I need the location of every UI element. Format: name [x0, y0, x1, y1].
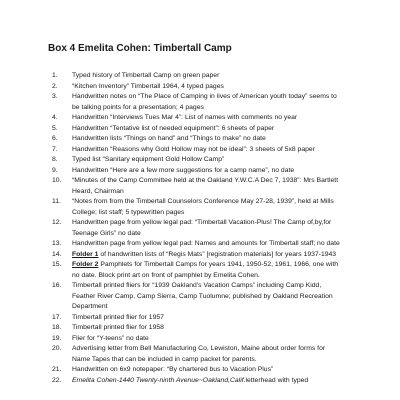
item-number: 3. [52, 93, 58, 100]
item-text [72, 260, 340, 281]
list-item [0, 134, 400, 145]
item-number: 16. [52, 282, 62, 289]
item-number: 5. [52, 124, 58, 132]
item-number: 10. [52, 177, 62, 184]
item-number: 4. [52, 114, 58, 121]
item-text: “Notes from from the Timbertall Counselors Conference May 27-28, 1939”, held at Mills College; list staff; 5 typewritten pages [72, 198, 334, 216]
item-number: 21. [52, 366, 62, 373]
list-item [0, 281, 400, 313]
list-item [0, 92, 400, 113]
item-text: Flier for “Y-teens” no date [72, 334, 149, 342]
list-item [0, 113, 400, 124]
item-text-rest: Pamphlets for Timbertall Camps for years 1941, 1950-52, 1961, 1966, one with no date. Block print art on front of pamphlet by Emelita Cohen. [72, 261, 338, 279]
list-item [0, 376, 400, 387]
item-number: 9. [52, 166, 58, 174]
item-number: 20. [52, 345, 62, 352]
item-text: Handwritten notes on “The Place of Camping in lives of American youth today” seems to be talking points for a presentation; 4 pages [72, 93, 337, 111]
item-text: Handwritten lists “Things on hand” and “Things to make” no date [72, 135, 266, 142]
list-item [0, 313, 400, 324]
item-number: 11. [52, 198, 61, 205]
list-item [0, 71, 400, 82]
item-text: “Kitchen Inventory” Timbertall 1964, 4 typed pages [72, 82, 224, 90]
item-text [72, 376, 340, 387]
list-item [0, 82, 400, 93]
item-number: 2. [52, 82, 58, 90]
item-text: Handwritten page from yellow legal pad: “Timbertall Vacation-Plus! The Camp of,by,for Teenage Girls” no date [72, 219, 332, 237]
list-item [0, 365, 400, 376]
letterhead-text: Emelita Cohen-1440 Twenty-ninth Avenue~Oakland,Calif. [72, 376, 246, 384]
item-number: 6. [52, 135, 58, 142]
item-number: 18. [52, 324, 62, 331]
item-number: 1. [52, 72, 58, 79]
list-item [0, 145, 400, 156]
item-text: Typed history of Timbertall Camp on green paper [72, 72, 220, 79]
item-number: 12. [52, 219, 62, 226]
item-text: Timbertall printed flier for 1957 [72, 313, 164, 321]
item-text-rest: of handwritten lists of “Regis Mats” [registration materials] for years 1937-1943 [98, 250, 337, 258]
list-item [0, 260, 400, 281]
item-number: 14. [52, 250, 62, 258]
item-text-rest: letterhead with typed [245, 376, 309, 384]
item-text: Advertising letter from Bell Manufacturing Co, Lewiston, Maine about order forms for Name Tapes that can be included in camp packet for parents. [72, 345, 326, 363]
item-number: 19. [52, 334, 62, 342]
item-number: 13. [52, 240, 62, 247]
item-text: Handwritten “Interviews Tues Mar 4”: List of names with comments no year [72, 114, 298, 121]
list-item [0, 344, 400, 365]
item-text: Timbertall printed fliers for “1939 Oakland’s Vacation Camps” including Camp Kidd, Feather River Camp, Camp Sierra, Camp Tuolumne; published by Oakland Recreation Department [72, 282, 333, 310]
list-item [0, 218, 400, 239]
item-number: 15. [52, 261, 62, 268]
folder-label: Folder 1 [72, 250, 99, 258]
item-text: “Minutes of the Camp Committee held at the Oakland Y.W.C.A Dec 7, 1938”: Mrs Bartlett Heard, Chairman [72, 177, 339, 195]
item-number: 22. [52, 376, 62, 384]
list-item [0, 155, 400, 166]
item-text [72, 250, 340, 261]
item-number: 7. [52, 145, 58, 153]
document-title: Box 4 Emelita Cohen: Timbertall Camp [48, 43, 232, 54]
item-text: Handwritten on 6x9 notepaper: “By chartered bus to Vacation Plus” [72, 366, 274, 373]
list-item [0, 334, 400, 345]
item-text: Handwritten page from yellow legal pad: Names and amounts for Timbertall staff; no date [72, 240, 340, 247]
list-item [0, 323, 400, 334]
item-text: Handwritten “Here are a few more suggestions for a camp name”, no date [72, 166, 295, 174]
list-item [0, 166, 400, 177]
list-item [0, 250, 400, 261]
item-list [0, 71, 400, 386]
folder-label: Folder 2 [72, 261, 99, 268]
item-text: Typed list “Sanitary equipment Gold Hollow Camp” [72, 156, 225, 163]
item-text: Handwritten “Tentative list of needed equipment”: 6 sheets of paper [72, 124, 275, 132]
list-item [0, 239, 400, 250]
item-number: 8. [52, 156, 58, 163]
item-text: Handwritten “Reasons why Gold Hollow may not be ideal”: 3 sheets of 5x8 paper [72, 145, 315, 153]
item-number: 17. [52, 313, 62, 321]
list-item [0, 124, 400, 135]
item-text: Timbertall printed flier for 1958 [72, 324, 164, 331]
list-item [0, 197, 400, 218]
list-item [0, 176, 400, 197]
